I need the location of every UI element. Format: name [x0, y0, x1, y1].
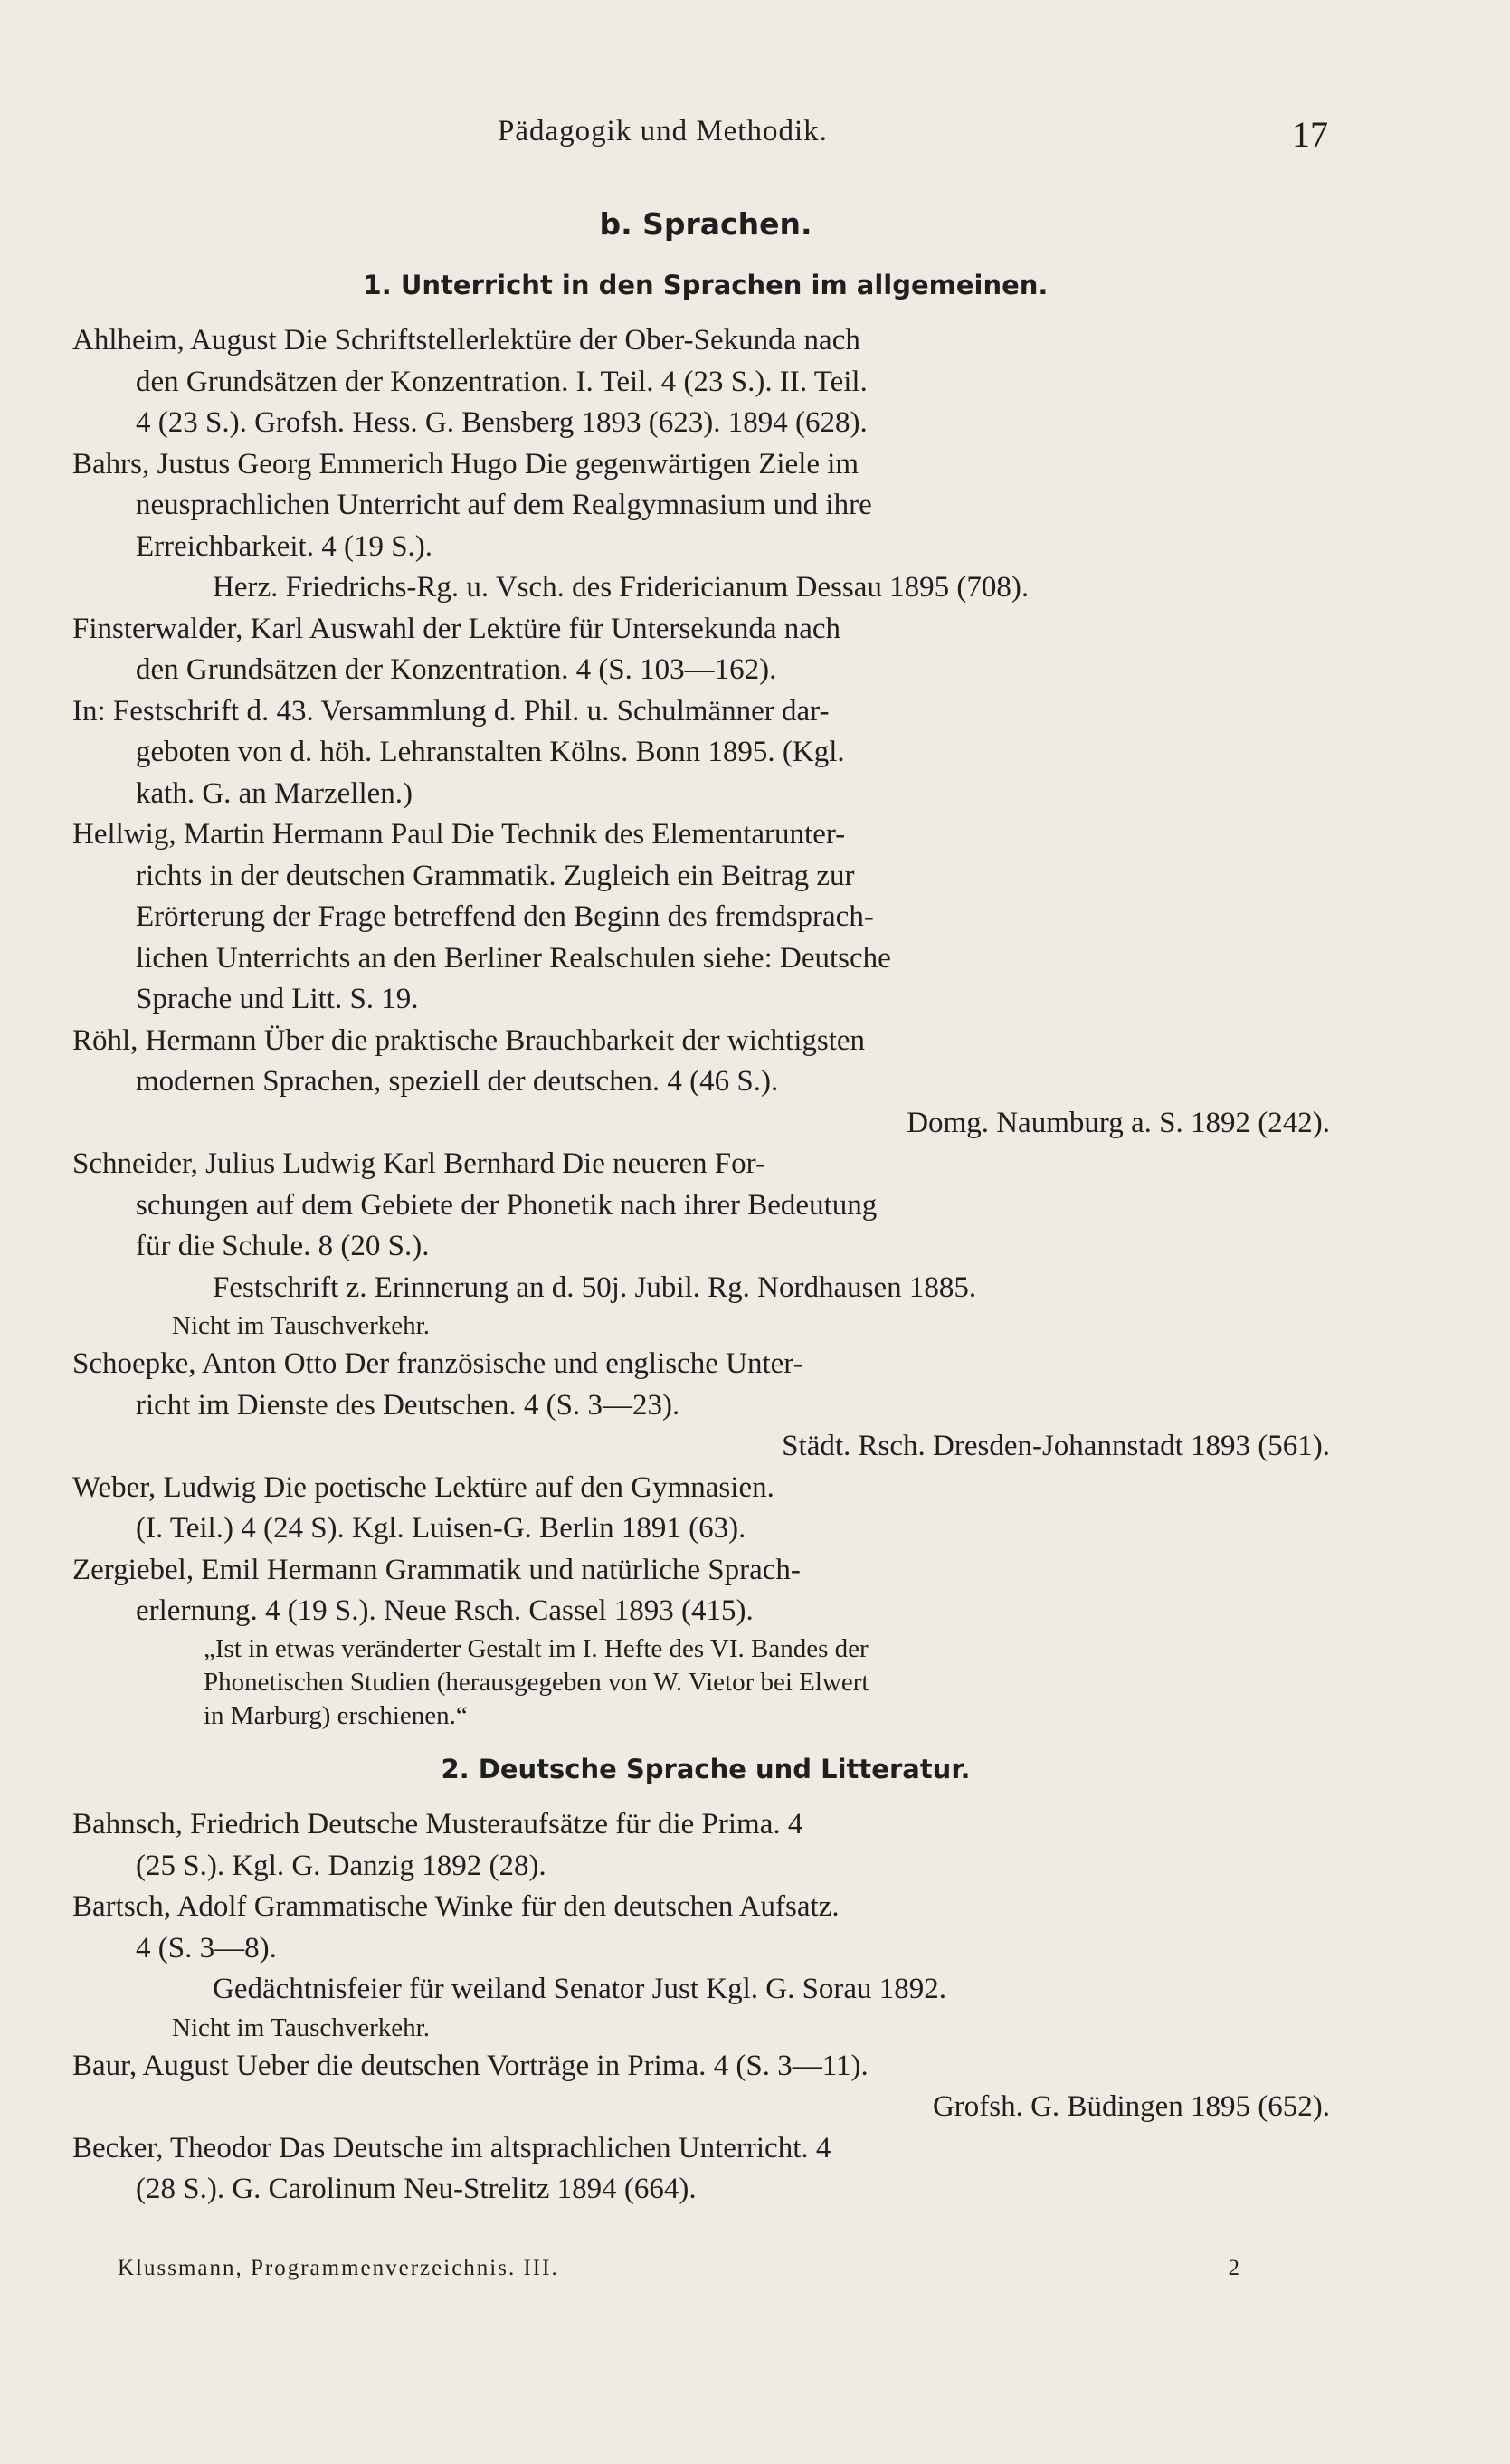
subsection-heading-1: 1. Unterricht in den Sprachen im allgemeinen.: [363, 269, 1049, 300]
entry-imprint: Städt. Rsch. Dresden-Johannstadt 1893 (561).: [782, 1430, 1330, 1462]
entry-line: Weber, Ludwig Die poetische Lektüre auf den Gymnasien.: [72, 1470, 774, 1504]
entry-line: schungen auf dem Gebiete der Phonetik nach ihrer Bedeutung: [136, 1188, 878, 1222]
entry-line: Erreichbarkeit. 4 (19 S.).: [136, 529, 433, 563]
entry-line: (25 S.). Kgl. G. Danzig 1892 (28).: [136, 1849, 546, 1882]
entry-line: für die Schule. 8 (20 S.).: [136, 1230, 430, 1262]
subsection-heading-2: 2. Deutsche Sprache und Litteratur.: [441, 1753, 971, 1784]
entry-line: Ahlheim, August Die Schriftstellerlektüre der Ober-Sekunda nach: [72, 324, 860, 357]
section-heading: b. Sprachen.: [599, 206, 812, 242]
page-header: [0, 113, 1510, 167]
entry-line: Becker, Theodor Das Deutsche im altsprachlichen Unterricht. 4: [72, 2131, 831, 2164]
entry-note: Nicht im Tauschverkehr.: [172, 2012, 430, 2042]
entry-line: Baur, August Ueber die deutschen Vorträge in Prima. 4 (S. 3—11).: [72, 2049, 869, 2082]
entry-line: Bartsch, Adolf Grammatische Winke für den deutschen Aufsatz.: [72, 1890, 840, 1923]
entry-imprint: Grofsh. G. Büdingen 1895 (652).: [932, 2090, 1330, 2123]
page-footer: [118, 2256, 1239, 2292]
entry-line: Sprache und Litt. S. 19.: [136, 983, 419, 1015]
entry-line: den Grundsätzen der Konzentration. 4 (S. 103—162).: [136, 653, 777, 686]
entry-line: Schoepke, Anton Otto Der französische und englische Unter-: [72, 1347, 803, 1380]
entry-line: geboten von d. höh. Lehranstalten Kölns. Bonn 1895. (Kgl.: [136, 736, 845, 768]
entry-line: 4 (S. 3—8).: [136, 1931, 277, 1965]
entry-line: erlernung. 4 (19 S.). Neue Rsch. Cassel 1893 (415).: [136, 1594, 754, 1627]
entry-line: (I. Teil.) 4 (24 S). Kgl. Luisen-G. Berlin 1891 (63).: [136, 1512, 746, 1545]
bibliography-column: [72, 195, 1339, 2211]
entry-line: In: Festschrift d. 43. Versammlung d. Phil. u. Schulmänner dar-: [72, 694, 830, 728]
entry-line: kath. G. an Marzellen.): [136, 776, 413, 810]
entry-line: Zergiebel, Emil Hermann Grammatik und natürliche Sprach-: [72, 1553, 801, 1586]
entry-line: neusprachlichen Unterricht auf dem Realgymnasium und ihre: [136, 489, 872, 521]
entry-line: (28 S.). G. Carolinum Neu-Strelitz 1894 (664).: [136, 2173, 697, 2205]
entry-note: Nicht im Tauschverkehr.: [172, 1311, 430, 1340]
running-title: Pädagogik und Methodik.: [498, 115, 828, 147]
entry-quote: in Marburg) erschienen.“: [204, 1700, 468, 1730]
entry-imprint: Gedächtnisfeier für weiland Senator Just Kgl. G. Sorau 1892.: [213, 1973, 947, 2005]
entry-line: den Grundsätzen der Konzentration. I. Teil. 4 (23 S.). II. Teil.: [136, 365, 868, 398]
entry-line: richt im Dienste des Deutschen. 4 (S. 3—23).: [136, 1388, 680, 1422]
footer-signature: Klussmann, Programmenverzeichnis. III.: [118, 2256, 559, 2280]
entry-line: Erörterung der Frage betreffend den Beginn des fremdsprach-: [136, 900, 874, 933]
entry-line: Bahrs, Justus Georg Emmerich Hugo Die gegenwärtigen Ziele im: [72, 447, 859, 480]
entry-quote: „Ist in etwas veränderter Gestalt im I. Hefte des VI. Bandes der: [204, 1633, 869, 1663]
entry-line: Bahnsch, Friedrich Deutsche Musteraufsätze für die Prima. 4: [72, 1808, 803, 1841]
entry-line: 4 (23 S.). Grofsh. Hess. G. Bensberg 1893 (623). 1894 (628).: [136, 406, 868, 439]
entry-imprint: Herz. Friedrichs-Rg. u. Vsch. des Fridericianum Dessau 1895 (708).: [213, 571, 1030, 604]
page-number: 17: [1292, 114, 1328, 155]
entry-line: Schneider, Julius Ludwig Karl Bernhard Die neueren For-: [72, 1147, 765, 1180]
entry-line: Finsterwalder, Karl Auswahl der Lektüre für Untersekunda nach: [72, 612, 841, 645]
entry-quote: Phonetischen Studien (herausgegeben von W. Vietor bei Elwert: [204, 1667, 869, 1697]
entry-line: Röhl, Hermann Über die praktische Brauchbarkeit der wichtigsten: [72, 1023, 866, 1057]
entry-imprint: Festschrift z. Erinnerung an d. 50j. Jubil. Rg. Nordhausen 1885.: [213, 1270, 977, 1304]
footer-sheet-number: 2: [1228, 2256, 1239, 2280]
entry-imprint: Domg. Naumburg a. S. 1892 (242).: [907, 1106, 1330, 1139]
entry-line: lichen Unterrichts an den Berliner Realschulen siehe: Deutsche: [136, 941, 891, 975]
entry-line: modernen Sprachen, speziell der deutschen. 4 (46 S.).: [136, 1065, 779, 1098]
entry-line: richts in der deutschen Grammatik. Zugleich ein Beitrag zur: [136, 859, 855, 892]
entry-line: Hellwig, Martin Hermann Paul Die Technik des Elementarunter-: [72, 818, 846, 851]
